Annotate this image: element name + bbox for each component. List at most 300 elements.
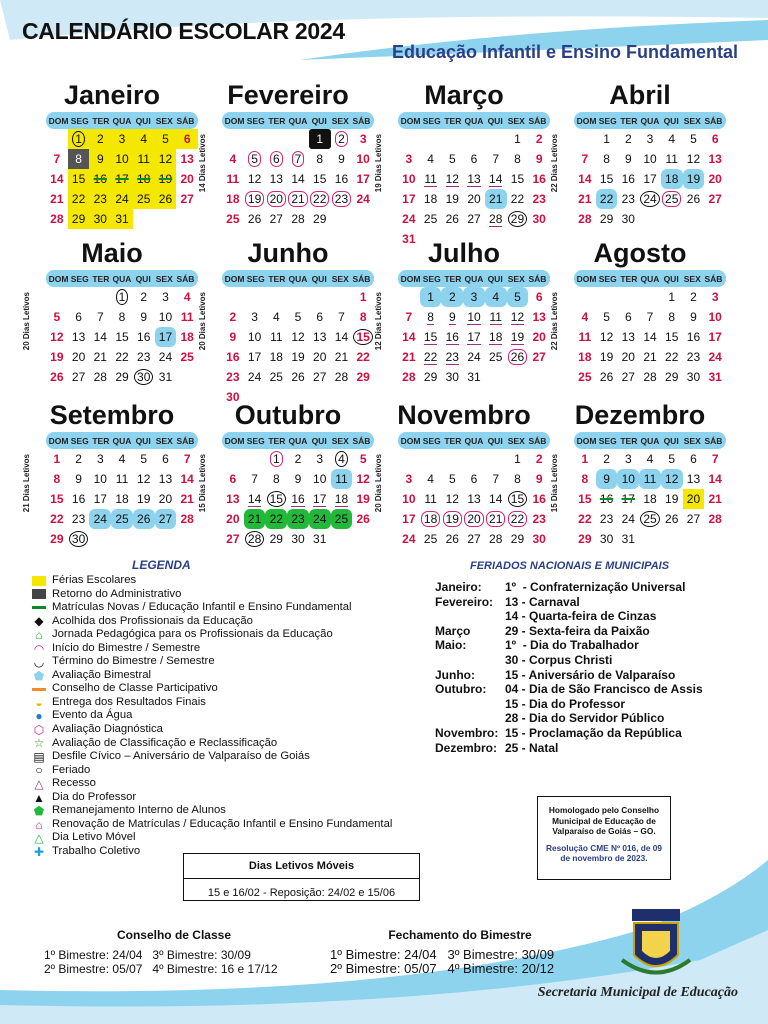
day-cell: 2: [690, 290, 697, 304]
day-cell: 1: [668, 290, 676, 304]
week-row: [574, 129, 726, 149]
day-cell: 26: [50, 370, 64, 384]
day-cell: 28: [489, 212, 503, 226]
day-cell: 18: [269, 350, 283, 364]
day-cell: 5: [690, 132, 697, 146]
day-cell: 4: [183, 290, 191, 304]
day-cell: 19: [356, 492, 370, 506]
day-cell: 7: [338, 310, 345, 324]
day-cell: 1: [68, 129, 90, 149]
day-cell: [683, 209, 705, 229]
holiday-month: [435, 653, 505, 668]
day-cell: 16: [621, 172, 635, 186]
weekday-label: SEX: [155, 273, 173, 284]
day-cell: [441, 449, 463, 469]
week-row: [398, 367, 550, 387]
day-cell: 15: [50, 492, 64, 506]
day-cell: 6: [265, 149, 287, 169]
yellow-square-icon: [32, 576, 46, 586]
weekday-label: SEX: [331, 273, 349, 284]
week-row: [222, 509, 374, 529]
day-cell: 28: [708, 512, 722, 526]
weekday-label: SEX: [155, 115, 173, 126]
day-cell: [89, 529, 111, 549]
day-cell: 17: [467, 330, 481, 344]
day-cell: 24: [402, 532, 416, 546]
day-cell: 7: [492, 472, 500, 486]
week-row: [398, 509, 550, 529]
day-cell: 17: [402, 512, 416, 526]
day-cell: [441, 129, 463, 149]
day-cell: 18: [115, 492, 129, 506]
holiday-text: 04 - Dia de São Francisco de Assis: [505, 682, 703, 697]
weekday-label: QUI: [487, 115, 503, 126]
day-cell: [222, 287, 244, 307]
weekday-label: SEX: [683, 273, 701, 284]
red-house-icon: ⌂: [35, 817, 43, 832]
legend-item: [32, 588, 392, 602]
legend-label: Conselho de Classe Participativo: [52, 682, 218, 695]
day-cell: 16: [686, 330, 701, 344]
weekday-label: DOM: [224, 435, 245, 446]
school-days-count: 15 Dias Letivos: [198, 454, 207, 513]
weekday-label: SÁB: [176, 273, 195, 284]
week-row: [398, 149, 550, 169]
weekday-label: SÁB: [528, 273, 547, 284]
day-cell: 25: [423, 532, 438, 546]
days-grid: [398, 449, 550, 549]
week-row: [46, 449, 198, 469]
holiday-month: [435, 697, 505, 712]
week-row: [574, 189, 726, 209]
weekday-label: SEG: [598, 273, 617, 284]
day-cell: 4: [668, 132, 676, 146]
holiday-month: [435, 711, 505, 726]
day-cell: 10: [158, 310, 173, 324]
day-cell: 15: [68, 169, 90, 189]
legend-item: [32, 723, 392, 737]
day-cell: 4: [133, 129, 155, 149]
holiday-item: [435, 711, 703, 726]
day-cell: 13: [532, 310, 546, 324]
day-cell: 14: [489, 492, 503, 506]
day-cell: 29: [115, 370, 129, 384]
day-cell: 12: [247, 172, 262, 186]
day-cell: 21: [643, 350, 657, 364]
day-cell: 13: [621, 330, 635, 344]
day-cell: 18: [226, 192, 240, 206]
weekday-header: [574, 270, 726, 287]
week-row: [222, 287, 374, 307]
day-cell: 14: [643, 330, 657, 344]
day-cell: 21: [334, 350, 349, 364]
day-cell: 25: [639, 509, 661, 529]
day-cell: 11: [133, 149, 155, 169]
legend-label: Feriado: [52, 763, 91, 776]
day-cell: 11: [331, 469, 353, 489]
day-cell: [331, 529, 353, 549]
day-cell: [574, 129, 596, 149]
day-cell: 2: [294, 452, 302, 466]
day-cell: 16: [532, 172, 546, 186]
day-cell: 14: [402, 330, 416, 344]
weekday-label: DOM: [224, 273, 245, 284]
day-cell: 19: [441, 509, 463, 529]
weekday-label: SEG: [422, 435, 441, 446]
day-cell: 5: [359, 452, 367, 466]
week-row: [398, 469, 550, 489]
holiday-text: 1º - Dia do Trabalhador: [505, 638, 639, 653]
weekday-header: [222, 270, 374, 287]
days-grid: [398, 287, 550, 387]
day-cell: 9: [535, 152, 543, 166]
week-row: [574, 169, 726, 189]
day-cell: 14: [708, 472, 722, 486]
day-cell: 13: [708, 152, 722, 166]
holiday-item: [435, 697, 703, 712]
day-cell: 25: [489, 350, 503, 364]
holiday-item: [435, 682, 703, 697]
term-closing-line1: 1º Bimestre: 24/04 3º Bimestre: 30/09: [330, 947, 555, 962]
day-cell: [661, 529, 683, 549]
day-cell: [485, 129, 507, 149]
weekday-label: SEG: [598, 435, 617, 446]
week-row: [574, 529, 726, 549]
day-cell: 25: [331, 509, 353, 529]
weekday-label: QUI: [311, 435, 327, 446]
day-cell: 26: [155, 189, 177, 209]
weekday-header: [46, 432, 198, 449]
legend-label: Evento da Água: [52, 709, 133, 722]
days-grid: [574, 129, 726, 229]
school-days-count: 15 Dias Letivos: [550, 454, 559, 513]
day-cell: 13: [467, 172, 481, 186]
weekday-label: DOM: [576, 115, 597, 126]
day-cell: 19: [665, 492, 679, 506]
week-row: [574, 209, 726, 229]
day-cell: 3: [711, 290, 719, 304]
day-cell: 29: [269, 532, 283, 546]
day-cell: 25: [133, 189, 155, 209]
day-cell: 21: [578, 192, 592, 206]
day-cell: 18: [420, 509, 442, 529]
day-cell: 19: [445, 192, 459, 206]
days-grid: [46, 449, 198, 549]
day-cell: 22: [596, 189, 618, 209]
day-cell: [352, 209, 374, 229]
month-agosto: [548, 238, 732, 387]
week-row: [222, 149, 374, 169]
day-cell: 9: [229, 330, 237, 344]
month-janeiro: [20, 80, 204, 229]
weekday-label: DOM: [224, 115, 245, 126]
weekday-label: QUA: [288, 435, 308, 446]
day-cell: 27: [313, 370, 327, 384]
day-cell: 4: [427, 152, 434, 166]
weekday-label: QUI: [487, 435, 503, 446]
day-cell: [485, 367, 507, 387]
day-cell: 17: [643, 172, 657, 186]
holiday-month: Junho:: [435, 667, 475, 682]
week-row: [574, 367, 726, 387]
week-row: [574, 489, 726, 509]
day-cell: 10: [356, 152, 370, 166]
day-cell: 20: [467, 192, 481, 206]
weekday-label: TER: [444, 435, 462, 446]
day-cell: 12: [661, 469, 683, 489]
day-cell: [574, 287, 596, 307]
day-cell: 8: [359, 310, 367, 324]
day-cell: 12: [510, 310, 525, 324]
legend-item: [32, 750, 392, 764]
day-cell: 6: [229, 472, 237, 486]
day-cell: [463, 129, 485, 149]
day-cell: 22: [578, 512, 592, 526]
weekday-label: QUI: [135, 435, 151, 446]
day-cell: 19: [50, 350, 64, 364]
week-row: [222, 129, 374, 149]
week-row: [46, 529, 198, 549]
day-cell: [155, 209, 177, 229]
day-cell: 16: [226, 350, 240, 364]
day-cell: 15: [352, 327, 374, 347]
day-cell: [683, 529, 705, 549]
school-days-count: 22 Dias Letivos: [550, 134, 559, 193]
week-row: [222, 469, 374, 489]
day-cell: 12: [686, 152, 701, 166]
day-cell: [398, 449, 420, 469]
day-cell: 15: [665, 330, 679, 344]
holiday-text: 29 - Sexta-feira da Paixão: [505, 623, 650, 638]
day-cell: 9: [624, 152, 632, 166]
day-cell: 6: [162, 452, 169, 466]
day-cell: 13: [71, 330, 86, 344]
day-cell: 30: [89, 209, 111, 229]
legend-item: [32, 642, 392, 656]
term-closing: [330, 928, 590, 976]
blue-pentagon-icon: ⬟: [33, 668, 45, 683]
week-row: [46, 509, 198, 529]
day-cell: 17: [621, 492, 635, 506]
day-cell: 12: [50, 330, 64, 344]
weekday-header: [574, 432, 726, 449]
day-cell: 20: [265, 189, 287, 209]
day-cell: 17: [247, 350, 262, 364]
day-cell: 15: [265, 489, 287, 509]
day-cell: 3: [359, 132, 367, 146]
day-cell: 5: [448, 152, 456, 166]
day-cell: 29: [68, 209, 90, 229]
day-cell: 3: [624, 452, 632, 466]
holiday-text: 30 - Corpus Christi: [505, 652, 613, 667]
weekday-label: TER: [620, 273, 638, 284]
class-council-line2: 2º Bimestre: 05/07 4º Bimestre: 16 e 17/12: [44, 962, 278, 976]
day-cell: 31: [402, 232, 416, 246]
day-cell: 10: [402, 172, 416, 186]
moving-days-text: 15 e 16/02 - Reposição: 24/02 e 15/06: [184, 878, 419, 899]
day-cell: 21: [180, 492, 194, 506]
weekday-header: [46, 270, 198, 287]
day-cell: [639, 209, 661, 229]
day-cell: [309, 287, 331, 307]
day-cell: 2: [229, 310, 237, 324]
month-name: Agosto: [593, 238, 687, 268]
day-cell: 4: [118, 452, 126, 466]
weekday-label: SEX: [155, 435, 173, 446]
holiday-text: 13 - Carnaval: [505, 594, 580, 609]
month-name: Novembro: [397, 400, 531, 430]
day-cell: 24: [309, 509, 331, 529]
day-cell: 6: [470, 472, 478, 486]
moving-days-title: Dias Letivos Móveis: [248, 860, 355, 872]
day-cell: 4: [229, 152, 237, 166]
day-cell: 27: [467, 532, 481, 546]
day-cell: 6: [470, 152, 478, 166]
day-cell: 11: [226, 172, 240, 186]
holiday-item: [435, 668, 703, 683]
day-cell: [463, 449, 485, 469]
day-cell: 21: [287, 189, 309, 209]
yellow-half-icon: ◒: [35, 695, 43, 710]
weekday-label: SÁB: [704, 273, 723, 284]
day-cell: 19: [137, 492, 151, 506]
school-days-count: 20 Dias Letivos: [22, 292, 31, 351]
day-cell: 1: [514, 132, 521, 146]
week-row: [46, 169, 198, 189]
day-cell: 5: [140, 452, 148, 466]
weekday-label: SEG: [70, 273, 89, 284]
day-cell: 17: [708, 330, 722, 344]
day-cell: 1: [53, 452, 61, 466]
legend-label: Acolhida dos Profissionais da Educação: [52, 614, 253, 627]
weekday-label: SEX: [507, 435, 525, 446]
day-cell: 23: [226, 370, 240, 384]
day-cell: 30: [226, 390, 240, 404]
day-cell: 9: [535, 472, 543, 486]
days-grid: [222, 287, 374, 407]
day-cell: 12: [599, 330, 614, 344]
weekday-label: DOM: [400, 435, 421, 446]
holiday-item: [435, 653, 703, 668]
day-cell: 26: [445, 532, 459, 546]
day-cell: 24: [708, 350, 722, 364]
day-cell: 20: [532, 330, 546, 344]
day-cell: 11: [270, 330, 283, 344]
day-cell: 10: [247, 330, 262, 344]
holiday-text: 25 - Natal: [505, 740, 559, 755]
legend-item: [32, 696, 392, 710]
month-maio: [20, 238, 204, 387]
day-cell: 12: [291, 330, 305, 344]
week-row: [222, 189, 374, 209]
weekday-label: DOM: [48, 115, 69, 126]
legend-title: LEGENDA: [132, 558, 191, 572]
weekday-label: SEG: [422, 115, 441, 126]
day-cell: [244, 129, 266, 149]
day-cell: 16: [291, 492, 305, 506]
day-cell: 23: [89, 189, 111, 209]
legend-item: [32, 574, 392, 588]
day-cell: 4: [646, 452, 654, 466]
day-cell: 31: [111, 209, 133, 229]
day-cell: 18: [643, 492, 657, 506]
day-cell: 5: [53, 310, 61, 324]
days-grid: [398, 129, 550, 249]
day-cell: 11: [424, 492, 437, 506]
day-cell: 26: [291, 370, 305, 384]
week-row: [574, 307, 726, 327]
page-subtitle: Educação Infantil e Ensino Fundamental: [391, 42, 738, 62]
day-cell: [331, 287, 353, 307]
weekday-label: DOM: [400, 115, 421, 126]
day-cell: [352, 529, 374, 549]
holiday-month: Outubro:: [435, 682, 487, 697]
weekday-label: TER: [268, 435, 286, 446]
week-row: [46, 469, 198, 489]
day-cell: 3: [316, 452, 324, 466]
month-name: Julho: [428, 238, 500, 268]
day-cell: 7: [711, 452, 719, 466]
day-cell: 23: [532, 192, 546, 206]
day-cell: [331, 209, 353, 229]
green-banner-icon: ⌂: [35, 627, 43, 642]
day-cell: [176, 367, 198, 387]
week-row: [574, 327, 726, 347]
homologation-resolution: Resolução CME Nº 016, de 09 de novembro de 2023.: [545, 842, 662, 863]
week-row: [46, 287, 198, 307]
day-cell: 11: [578, 330, 592, 344]
weekday-label: QUI: [663, 115, 679, 126]
day-cell: 5: [294, 310, 302, 324]
day-cell: 17: [93, 492, 107, 506]
day-cell: 2: [89, 129, 111, 149]
day-cell: 18: [334, 492, 349, 506]
weekday-label: SEX: [507, 115, 525, 126]
day-cell: 18: [661, 169, 683, 189]
weekday-label: QUA: [112, 115, 132, 126]
day-cell: 2: [535, 132, 543, 146]
day-cell: 20: [180, 172, 194, 186]
day-cell: 26: [247, 212, 262, 226]
day-cell: 4: [427, 472, 434, 486]
legend-label: Avaliação Diagnóstica: [52, 723, 163, 736]
weekday-label: SÁB: [528, 435, 547, 446]
day-cell: 13: [313, 330, 327, 344]
month-abril: [548, 80, 732, 229]
day-cell: 7: [646, 310, 654, 324]
day-cell: 21: [485, 509, 507, 529]
day-cell: 8: [118, 310, 126, 324]
day-cell: 9: [294, 472, 302, 486]
day-cell: 22: [665, 350, 679, 364]
day-cell: 22: [115, 350, 129, 364]
weekday-label: DOM: [576, 435, 597, 446]
day-cell: 6: [690, 452, 697, 466]
day-cell: 29: [665, 370, 679, 384]
weekday-label: SÁB: [352, 273, 371, 284]
day-cell: 11: [639, 469, 661, 489]
day-cell: 13: [158, 472, 173, 486]
day-cell: [420, 449, 442, 469]
water-drop-icon: ●: [35, 709, 43, 724]
month-fevereiro: [196, 80, 380, 229]
day-cell: 31: [708, 370, 722, 384]
day-cell: 21: [244, 509, 266, 529]
day-cell: 9: [690, 310, 697, 324]
days-grid: [222, 129, 374, 229]
weekday-label: SEX: [331, 435, 349, 446]
weekday-label: QUA: [112, 273, 132, 284]
